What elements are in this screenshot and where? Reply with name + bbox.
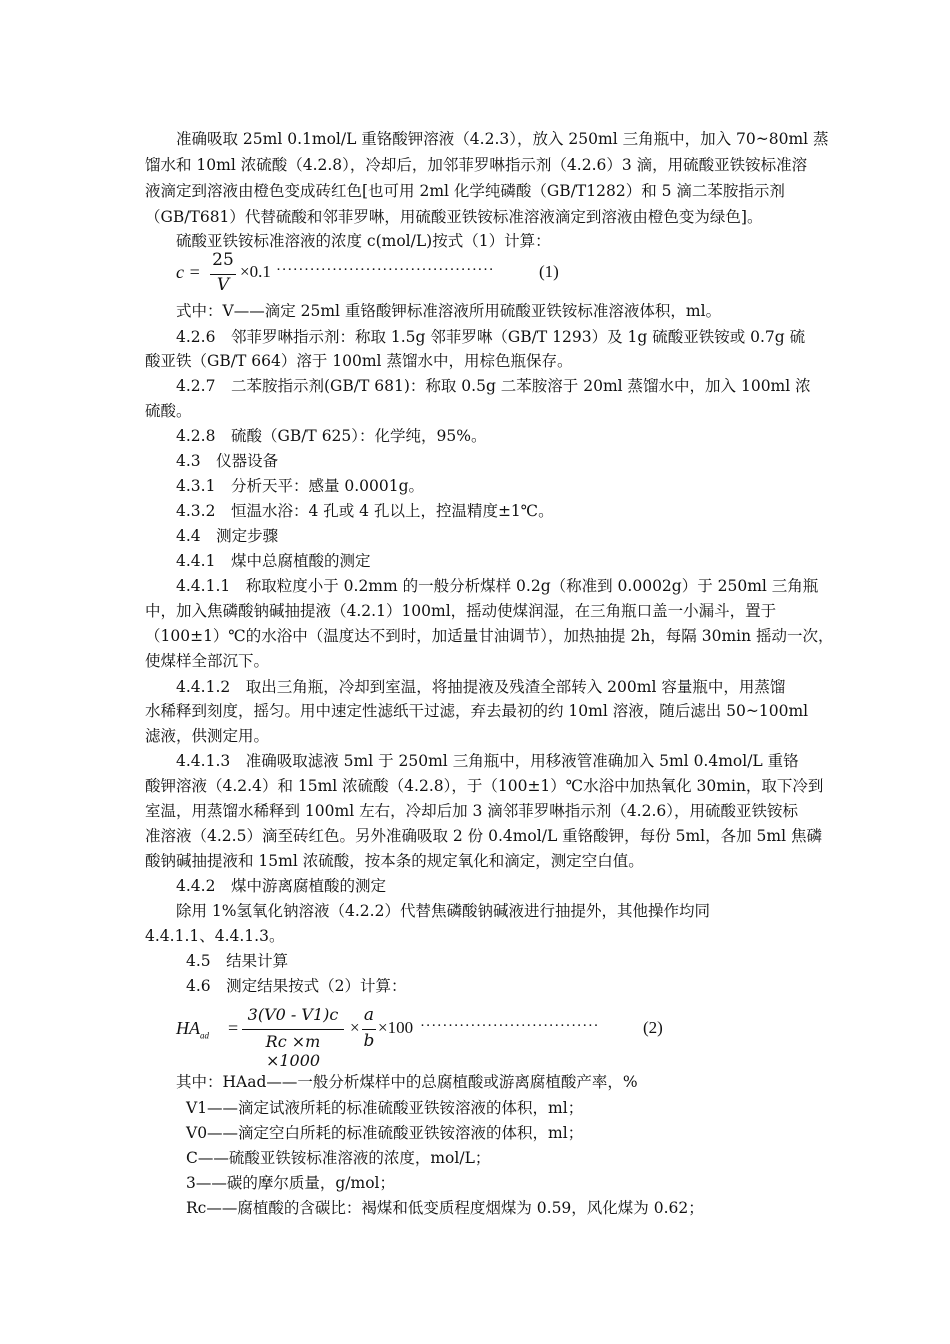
- paragraph-line: 4.3.1 分析天平：感量 0.0001g。: [176, 477, 425, 495]
- paragraph-line: 除用 1%氢氧化钠溶液（4.2.2）代替焦磷酸钠碱液进行抽提外，其他操作均同: [176, 902, 710, 920]
- formula-1-denominator: V: [216, 275, 230, 295]
- formula-2-lhs: $HA_{ad}$: [176, 1018, 209, 1041]
- paragraph-line: 滤液，供测定用。: [145, 727, 270, 745]
- formula-2-numerator: 3(V0 - V1)c: [247, 1005, 339, 1024]
- paragraph-line: 4.2.6 邻菲罗啉指示剂：称取 1.5g 邻菲罗啉（GB/T 1293）及 1g 硫酸亚铁铵或 0.7g 硫: [176, 328, 806, 346]
- formula-2-numerator-a: a: [363, 1005, 375, 1025]
- section-heading: 4.5 结果计算: [186, 952, 289, 970]
- paragraph-line: 酸亚铁（GB/T 664）溶于 100ml 蒸馏水中，用棕色瓶保存。: [145, 352, 573, 370]
- paragraph-line: 4.6 测定结果按式（2）计算：: [186, 977, 407, 995]
- formula-2-rest: ×100: [378, 1018, 414, 1037]
- paragraph-line: 室温，用蒸馏水稀释到 100ml 左右，冷却后加 3 滴邻菲罗啉指示剂（4.2.6），用硫酸亚铁铵标: [145, 802, 799, 820]
- formula-2-leader: ································: [420, 1018, 600, 1034]
- paragraph-line: 硫酸亚铁铵标准溶液的浓度 c(mol/L)按式（1）计算：: [176, 232, 551, 250]
- fraction-bar: [242, 1029, 344, 1030]
- paragraph-line: 准溶液（4.2.5）滴至砖红色。另外准确吸取 2 份 0.4mol/L 重铬酸钾，每份 5ml，各加 5ml 焦磷: [145, 827, 822, 845]
- paragraph-line: 准确吸取 25ml 0.1mol/L 重铬酸钾溶液（4.2.3），放入 250ml 三角瓶中，加入 70~80ml 蒸: [176, 130, 829, 148]
- definition-line: V0——滴定空白所耗的标准硫酸亚铁铵溶液的体积，ml；: [186, 1124, 584, 1142]
- paragraph-line: 4.4.1.1 称取粒度小于 0.2mm 的一般分析煤样 0.2g（称准到 0.0002g）于 250ml 三角瓶: [176, 577, 819, 595]
- paragraph-line: 中，加入焦磷酸钠碱抽提液（4.2.1）100ml，摇动使煤润湿，在三角瓶口盖一小漏斗，置于: [145, 602, 777, 620]
- paragraph-line: 水稀释到刻度，摇匀。用中速定性滤纸干过滤，弃去最初的约 10ml 溶液，随后滤出 50~100ml: [145, 702, 809, 720]
- paragraph-line: 酸钠碱抽提液和 15ml 浓硫酸，按本条的规定氧化和滴定，测定空白值。: [145, 852, 644, 870]
- formula-1-leader: ·······································: [276, 262, 495, 278]
- paragraph-line: 4.2.8 硫酸（GB/T 625）：化学纯，95%。: [176, 427, 487, 445]
- paragraph-line: 式中：V——滴定 25ml 重铬酸钾标准溶液所用硫酸亚铁铵标准溶液体积，ml。: [176, 302, 722, 320]
- paragraph-line: 4.3.2 恒温水浴：4 孔或 4 孔以上，控温精度±1℃。: [176, 502, 554, 520]
- definition-line: 其中：HAad——一般分析煤样中的总腐植酸或游离腐植酸产率，%: [176, 1073, 638, 1091]
- definition-line: Rc——腐植酸的含碳比：褐煤和低变质程度烟煤为 0.59，风化煤为 0.62；: [186, 1199, 704, 1217]
- paragraph-line: 使煤样全部沉下。: [145, 652, 270, 670]
- definition-line: C——硫酸亚铁铵标准溶液的浓度，mol/L；: [186, 1149, 491, 1167]
- section-heading: 4.4 测定步骤: [176, 527, 279, 545]
- paragraph-line: 4.4.1.2 取出三角瓶，冷却到室温，将抽提液及残渣全部转入 200ml 容量瓶中，用蒸馏: [176, 678, 786, 696]
- paragraph-line: 4.4.1.1、4.4.1.3。: [145, 927, 285, 945]
- formula-1-lhs: c =: [176, 262, 201, 282]
- formula-2-equals: =: [228, 1018, 239, 1038]
- formula-1-number: (1): [539, 262, 559, 281]
- formula-1-rest: ×0.1: [240, 262, 271, 281]
- paragraph-line: 液滴定到溶液由橙色变成砖红色[也可用 2ml 化学纯磷酸（GB/T1282）和 5 滴二苯胺指示剂: [145, 182, 785, 200]
- section-heading: 4.4.1 煤中总腐植酸的测定: [176, 552, 371, 570]
- definition-line: V1——滴定试液所耗的标准硫酸亚铁铵溶液的体积，ml；: [186, 1099, 584, 1117]
- paragraph-line: 馏水和 10ml 浓硫酸（4.2.8），冷却后，加邻菲罗啉指示剂（4.2.6）3 滴，用硫酸亚铁铵标准溶: [145, 156, 808, 174]
- paragraph-line: 4.2.7 二苯胺指示剂(GB/T 681)：称取 0.5g 二苯胺溶于 20ml 蒸馏水中，加入 100ml 浓: [176, 377, 811, 395]
- paragraph-line: 硫酸。: [145, 402, 192, 420]
- formula-2-number: (2): [643, 1018, 663, 1037]
- paragraph-line: （100±1）℃的水浴中（温度达不到时，加适量甘油调节），加热抽提 2h，每隔 30min 摇动一次，: [145, 627, 834, 645]
- formula-2-denominator: Rc ×m ×1000: [265, 1032, 321, 1070]
- definition-line: 3——碳的摩尔质量，g/mol；: [186, 1174, 395, 1192]
- formula-2-times: ×: [350, 1018, 360, 1037]
- section-heading: 4.4.2 煤中游离腐植酸的测定: [176, 877, 386, 895]
- formula-2-denominator-b: b: [363, 1031, 375, 1051]
- section-heading: 4.3 仪器设备: [176, 452, 279, 470]
- formula-1-numerator: 25: [212, 250, 234, 270]
- paragraph-line: （GB/T681）代替硫酸和邻菲罗啉，用硫酸亚铁铵标准溶液滴定到溶液由橙色变为绿色]。: [145, 208, 763, 226]
- paragraph-line: 酸钾溶液（4.2.4）和 15ml 浓硫酸（4.2.8），于（100±1）℃水浴中加热氧化 30min，取下冷到: [145, 777, 824, 795]
- paragraph-line: 4.4.1.3 准确吸取滤液 5ml 于 250ml 三角瓶中，用移液管准确加入 5ml 0.4mol/L 重铬: [176, 752, 799, 770]
- fraction-bar: [362, 1029, 376, 1030]
